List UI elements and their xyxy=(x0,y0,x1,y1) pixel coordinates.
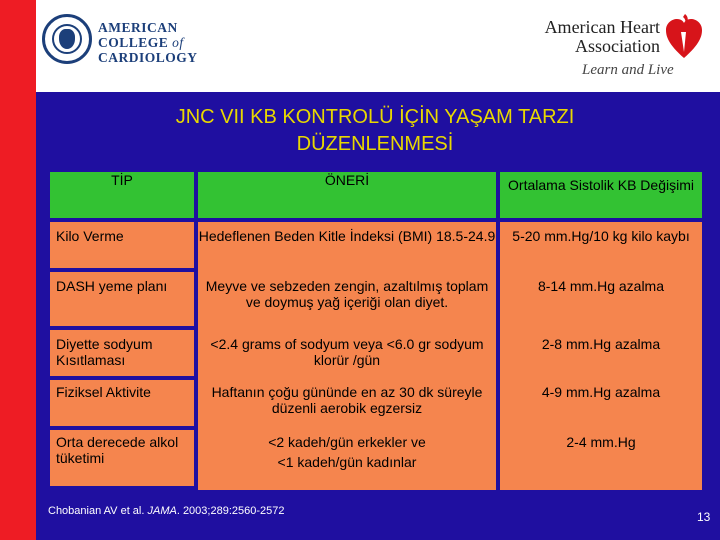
aha-tagline: Learn and Live xyxy=(582,62,674,78)
title-line-2: DÜZENLENMESİ xyxy=(296,133,454,155)
aha-line-2: Association xyxy=(575,36,660,56)
header-bp-change: Ortalama Sistolik KB Değişimi xyxy=(500,172,702,218)
row-4-type: Fiziksel Aktivite xyxy=(50,380,194,426)
acc-line-1: AMERICAN xyxy=(98,20,178,35)
heart-torch-icon xyxy=(664,10,704,60)
row-4-recommendation: Haftanın çoğu gününde en az 30 dk süreyle düzenli aerobik egzersiz xyxy=(198,380,496,430)
row-3-bp-change: 2-8 mm.Hg azalma xyxy=(500,330,702,382)
title-line-1: JNC VII KB KONTROLÜ İÇİN YAŞAM TARZI xyxy=(175,106,575,128)
reference-citation: Chobanian AV et al. JAMA. 2003;289:2560-2572 xyxy=(48,505,285,517)
row-1-recommendation: Hedeflenen Beden Kitle İndeksi (BMI) 18.5-24.9 xyxy=(198,222,496,274)
row-1-bp-change: 5-20 mm.Hg/10 kg kilo kaybı xyxy=(500,222,702,274)
row-5-recommendation: <2 kadeh/gün erkekler ve <1 kadeh/gün kadınlar xyxy=(198,430,496,490)
row-5-bp-change: 2-4 mm.Hg xyxy=(500,430,702,490)
slide-title xyxy=(80,104,670,158)
row-4-bp-change: 4-9 mm.Hg azalma xyxy=(500,380,702,430)
row-5-type: Orta derecede alkol tüketimi xyxy=(50,430,194,486)
row-2-recommendation: Meyve ve sebzeden zengin, azaltılmış toplam ve doymuş yağ içeriği olan diyet. xyxy=(198,272,496,332)
row-2-type: DASH yeme planı xyxy=(50,272,194,326)
acc-line-3: CARDIOLOGY xyxy=(98,50,198,65)
row-2-bp-change: 8-14 mm.Hg azalma xyxy=(500,272,702,332)
row-3-type: Diyette sodyum Kısıtlaması xyxy=(50,330,194,376)
page-number: 13 xyxy=(697,510,711,524)
row-1-type: Kilo Verme xyxy=(50,222,194,268)
row-3-recommendation: <2.4 grams of sodyum veya <6.0 gr sodyum klorür /gün xyxy=(198,330,496,382)
header-type: TİP xyxy=(50,172,194,218)
acc-logo-text xyxy=(98,20,198,65)
aha-line-1: American Heart xyxy=(544,17,660,37)
aha-logo-text xyxy=(545,18,660,56)
header-recommendation: ÖNERİ xyxy=(198,172,496,218)
red-sidebar xyxy=(0,0,36,540)
acc-of: of xyxy=(172,35,184,50)
acc-seal-icon xyxy=(42,14,92,64)
acc-line-2: COLLEGE xyxy=(98,35,173,50)
